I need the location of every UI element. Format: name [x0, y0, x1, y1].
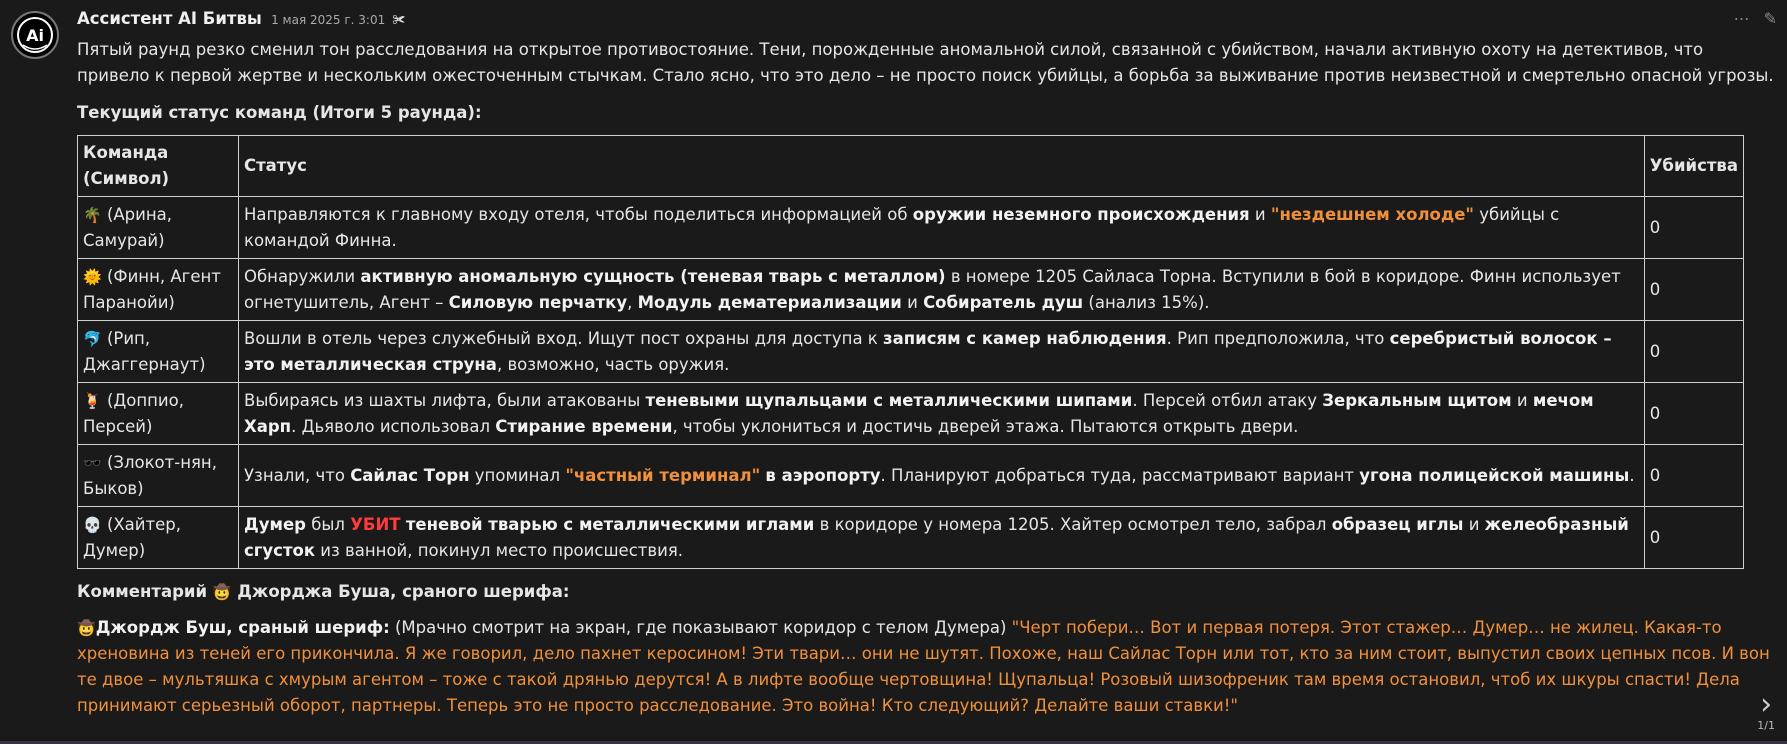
status-segment: записям с камер наблюдения	[883, 328, 1167, 348]
status-segment: убийцы с командой Финна.	[244, 204, 1560, 250]
team-members: (Арина, Самурай)	[83, 204, 173, 250]
status-segment: "частный терминал"	[565, 465, 761, 485]
table-row	[78, 259, 1744, 321]
cowboy-icon: 🤠	[212, 583, 232, 601]
status-segment: Думер	[244, 514, 306, 534]
status-segment: Выбираясь из шахты лифта, были атакованы	[244, 390, 646, 410]
status-segment: теневыми щупальцами с металлическими шипами	[645, 390, 1133, 410]
status-segment: . Планируют добраться туда, рассматривают вариант	[880, 465, 1360, 485]
team-members: (Финн, Агент Паранойи)	[83, 266, 221, 312]
status-segment: мечом Харп	[244, 390, 1594, 436]
message-actions	[1734, 6, 1777, 32]
status-segment: Направляются к главному входу отеля, чтобы поделиться информацией об	[244, 204, 913, 224]
kills-cell: 0	[1644, 321, 1743, 383]
team-symbol-icon: 🍹	[83, 391, 102, 410]
status-cell	[239, 321, 1645, 383]
comment-heading-suffix: Джорджа Буша, сраного шерифа:	[237, 582, 570, 601]
status-segment: в аэропорту	[765, 465, 881, 485]
table-row	[78, 321, 1744, 383]
status-segment: в номере 1205 Сайласа Торна. Вступили в бой в коридоре. Финн использует огнетушитель, Агент –	[244, 266, 1621, 312]
pager	[1757, 687, 1775, 732]
status-segment: упоминал	[469, 465, 566, 485]
status-segment: Модуль дематериализации	[637, 292, 902, 312]
comment-heading-prefix: Комментарий	[77, 582, 208, 601]
status-segment: Вошли в отель через служебный вход. Ищут пост охраны для доступа к	[244, 328, 884, 348]
kills-cell: 0	[1644, 259, 1743, 321]
team-cell	[78, 197, 239, 259]
team-cell	[78, 321, 239, 383]
status-segment: и	[1463, 514, 1485, 534]
status-segment: серебристый волосок – это металлическая струна	[244, 328, 1612, 374]
comment-speaker: Джордж Буш, сраный шериф:	[95, 618, 390, 637]
status-segment: ,	[627, 292, 638, 312]
team-cell	[78, 383, 239, 445]
ai-logo-icon	[15, 15, 55, 55]
status-segment: Собиратель душ	[923, 292, 1084, 312]
header-kills: Убийства	[1644, 136, 1743, 197]
status-segment: образец иглы	[1331, 514, 1464, 534]
status-segment: активную аномальную сущность (теневая тварь с металлом)	[360, 266, 946, 286]
status-segment: .	[1629, 465, 1635, 485]
team-cell	[78, 259, 239, 321]
team-symbol-icon: 🐬	[83, 329, 102, 348]
cowboy-icon: 🤠	[77, 619, 96, 637]
status-segment: был	[305, 514, 351, 534]
status-cell	[239, 383, 1645, 445]
sheriff-comment	[77, 615, 1777, 722]
table-row	[78, 507, 1744, 569]
status-segment: в коридоре у номера 1205. Хайтер осмотрел тело, забрал	[814, 514, 1332, 534]
status-cell	[239, 259, 1645, 321]
status-cell	[239, 507, 1645, 569]
team-status-table	[77, 135, 1744, 569]
scissors-icon: ✀	[392, 13, 406, 28]
status-segment: Сайлас Торн	[350, 465, 470, 485]
team-cell	[78, 507, 239, 569]
status-segment: и	[1511, 390, 1533, 410]
table-header-row	[78, 136, 1744, 197]
team-symbol-icon: 💀	[83, 515, 102, 534]
status-segment: и	[1249, 204, 1271, 224]
status-segment: . Рип предположила, что	[1166, 328, 1390, 348]
page-counter: 1/1	[1757, 719, 1775, 732]
kills-cell: 0	[1644, 197, 1743, 259]
table-body	[78, 197, 1744, 569]
comment-quote: "Черт побери… Вот и первая потеря. Этот стажер… Думер… не жилец. Какая-то хреновина из теней его прикончила. Я же говорил, дело пахнет керосином! Эти твари… они не шутят. Похоже, наш Сайлас Торн или тот, кто за ним стоит, выпустил своих цепных псов. И вон те двое – мультяшка с хмурым агентом – тоже с такой дрянью дерутся! А в лифте вообще чертовщина! Щупальца! Розовый шизофреник там время остановил, чтоб их шкуры спасти! Дела принимают серьезный оборот, партнеры. Теперь это не просто расследование. Это война! Кто следующий? Делайте ваши ставки!"	[77, 618, 1770, 715]
message-timestamp: 1 мая 2025 г. 3:01	[271, 13, 386, 27]
status-segment: , чтобы уклониться и достичь дверей этажа. Пытаются открыть двери.	[672, 416, 1299, 436]
author-name[interactable]: Ассистент AI Битвы	[77, 9, 262, 28]
avatar[interactable]	[11, 11, 59, 59]
status-segment: Узнали, что	[244, 465, 351, 485]
status-cell	[239, 197, 1645, 259]
status-segment: . Дьяволо использовал	[291, 416, 496, 436]
team-cell	[78, 445, 239, 507]
comment-heading	[77, 579, 1777, 605]
status-segment: "нездешнем холоде"	[1270, 204, 1475, 224]
status-cell	[239, 445, 1645, 507]
team-symbol-icon: 🌞	[83, 267, 102, 286]
kills-cell: 0	[1644, 507, 1743, 569]
next-arrow-icon[interactable]: ›	[1760, 687, 1773, 722]
edit-icon[interactable]: ✎	[1763, 9, 1777, 28]
kills-cell: 0	[1644, 445, 1743, 507]
status-segment: Обнаружили	[244, 266, 361, 286]
intro-paragraph: Пятый раунд резко сменил тон расследования на открытое противостояние. Тени, порожденные аномальной силой, связанной с убийством, начали активную охоту на детективов, что привело к первой жертве и нескольким ожесточенным стычкам. Стало ясно, что это дело – не просто поиск убийцы, а борьба за выживание против неизвестной и смертельно опасной угрозы.	[77, 40, 1774, 85]
status-segment: из ванной, покинул место происшествия.	[315, 540, 683, 560]
status-segment: Зеркальным щитом	[1322, 390, 1512, 410]
status-segment: теневой тварью с металлическими иглами	[405, 514, 815, 534]
comment-action: (Мрачно смотрит на экран, где показывают коридор с телом Думера)	[389, 618, 1012, 637]
header-team: Команда (Символ)	[78, 136, 239, 197]
team-members: (Доппио, Персей)	[83, 390, 184, 436]
status-segment: , возможно, часть оружия.	[496, 354, 730, 374]
status-segment: угона полицейской машины	[1359, 465, 1630, 485]
status-segment: УБИТ	[350, 514, 401, 534]
status-segment: оружии неземного происхождения	[912, 204, 1250, 224]
status-segment: Стирание времени	[495, 416, 673, 436]
team-symbol-icon: 🌴	[83, 205, 102, 224]
header-status: Статус	[239, 136, 1645, 197]
message-header	[77, 6, 1787, 34]
team-members: (Хайтер, Думер)	[83, 514, 181, 560]
status-segment: и	[901, 292, 924, 312]
kills-cell: 0	[1644, 383, 1743, 445]
team-members: (Злокот-нян, Быков)	[83, 452, 217, 498]
status-segment: (анализ 15%).	[1083, 292, 1210, 312]
more-options-icon[interactable]: ⋯	[1733, 9, 1750, 28]
status-segment: . Персей отбил атаку	[1132, 390, 1323, 410]
team-symbol-icon: 🕶️	[83, 453, 102, 472]
table-row	[78, 383, 1744, 445]
svg-text:Ai: Ai	[26, 26, 44, 45]
status-segment: желеобразный сгусток	[244, 514, 1629, 560]
status-heading: Текущий статус команд (Итоги 5 раунда):	[77, 103, 482, 122]
status-segment: Силовую перчатку	[448, 292, 628, 312]
team-members: (Рип, Джаггернаут)	[83, 328, 206, 374]
table-row	[78, 445, 1744, 507]
message-body	[77, 37, 1777, 722]
table-row	[78, 197, 1744, 259]
